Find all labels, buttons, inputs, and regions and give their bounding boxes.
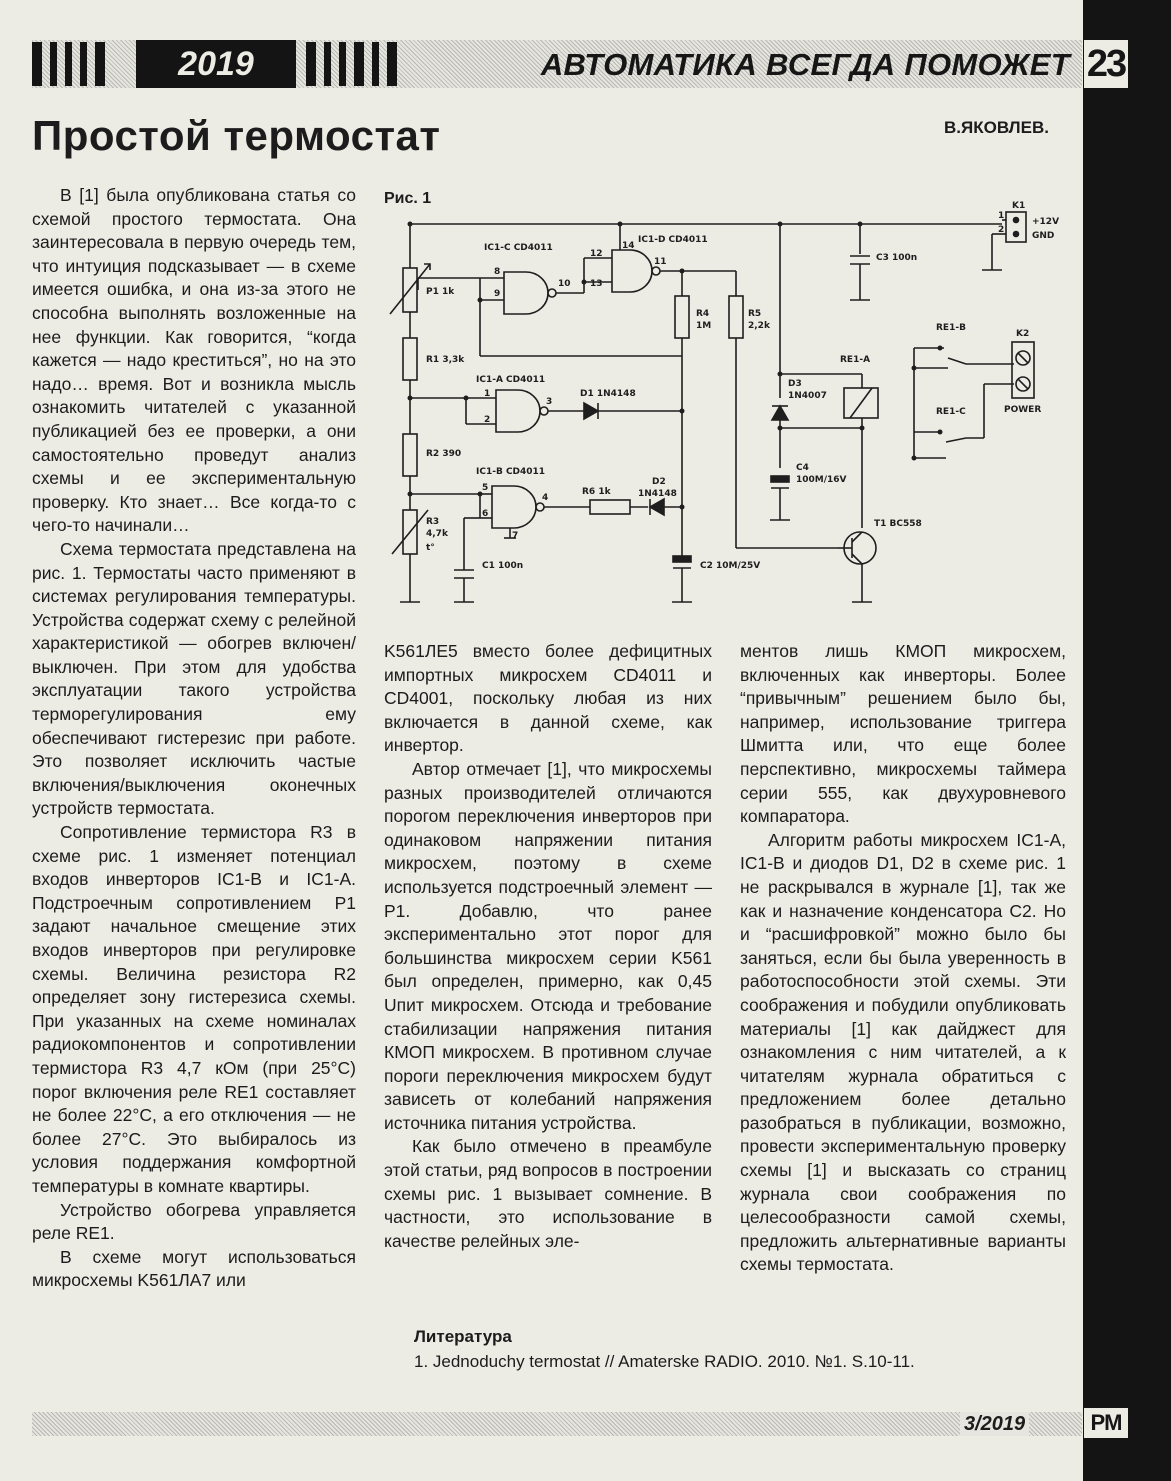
label-d2-value: 1N4148 — [638, 489, 677, 499]
header-bars-right — [306, 40, 397, 88]
pin-k1-1: 1 — [998, 211, 1005, 221]
page-number: 23 — [1084, 40, 1128, 88]
footer-issue: 3/2019 — [960, 1412, 1029, 1436]
label-r1: R1 3,3k — [426, 355, 465, 365]
paragraph: Алгоритм работы микросхем IC1-A, IC1-B и диодов D1, D2 в схеме рис. 1 не раскрывался в журнале [1], так же как и назначение конденсатора C2. Но и “расшифровкой” можно было бы заняться, если бы была уверенность в работоспособности этой схемы. Эти соображения и побудили опубликовать материалы [1] как дайджест для ознакомления с ним читателей, а к читателям журнала обратиться с предложением более детально разобраться в публикации, возможно, провести экспериментальную проверку схемы [1] и высказать со страниц журнала свои соображения по целесообразности самой схемы, предложить альтернативные варианты схемы термостата. — [740, 829, 1066, 1275]
label-r5: R5 — [748, 309, 762, 319]
label-re1b: RE1-B — [936, 323, 966, 333]
pin-14: 14 — [622, 241, 635, 251]
pin-10: 10 — [558, 279, 571, 289]
label-r3: R3 — [426, 517, 440, 527]
label-k1-gnd: GND — [1032, 231, 1055, 241]
label-d3: D3 — [788, 379, 802, 389]
label-re1c: RE1-C — [936, 407, 966, 417]
pin-12: 12 — [590, 249, 603, 259]
paragraph: K561ЛЕ5 вместо более дефицитных импортных микросхем CD4011 и CD4001, поскольку любая из них включается в данной схеме, как инвертор. — [384, 641, 712, 756]
label-power: POWER — [1004, 405, 1042, 415]
paragraph: Сопротивление термистора R3 в схеме рис. 1 изменяет потенциал входов инверторов IC1-B и IC1-A. Подстроечным сопротивлением P1 задают начальное смещение этих входов инверторов при регулировке схемы. Величина резистора R2 определяет зону гистерезиса схемы. При указанных на схеме номиналах радиокомпонентов и сопротивлении термистора R3 4,7 кОм (при 25°С) порог включения реле RE1 составляет не более 22°С, а его отключения — не более 27°С. Это выбиралось из условия поддержания комфортной температуры в комнате квартиры. — [32, 822, 356, 1196]
pin-9: 9 — [494, 289, 501, 299]
header-year: 2019 — [136, 40, 296, 88]
circuit-schematic — [384, 198, 1074, 608]
label-c3: C3 100n — [876, 253, 918, 263]
header-bars-left — [32, 40, 105, 88]
label-d2: D2 — [652, 477, 666, 487]
page-edge-bar — [1083, 0, 1171, 1481]
label-p1: P1 1k — [426, 287, 455, 297]
label-c2: C2 10M/25V — [700, 561, 761, 571]
pin-3: 3 — [546, 397, 553, 407]
label-c4: C4 — [796, 463, 809, 473]
paragraph: В [1] была опубликована статья со схемой простого термостата. Она заинтересовала в первую очередь тем, что интуиция подсказывает — в схеме имеется ошибка, и она из-за этого не способна выполнять возложенные на нее функции. Как говорится, “когда кажется — надо креститься”, но на это надо… время. Вот и возникла мысль ознакомить читателей с указанной публикацией без ее проверки, а они самостоятельно проведут анализ схемы и ее экспериментальную проверку. Кто знает… Все когда-то с чего-то начинали… — [32, 185, 356, 536]
label-r3-thermistor: t° — [426, 543, 435, 553]
pin-1: 1 — [484, 389, 491, 399]
pin-5: 5 — [482, 483, 489, 493]
pin-8: 8 — [494, 267, 501, 277]
article-author: В.ЯКОВЛЕВ. — [944, 118, 1049, 137]
label-ic1d: IC1-D CD4011 — [638, 235, 708, 245]
label-ic1b: IC1-B CD4011 — [476, 467, 546, 477]
label-r3-value: 4,7k — [426, 529, 448, 539]
pin-6: 6 — [482, 509, 489, 519]
label-d1: D1 1N4148 — [580, 389, 636, 399]
label-ic1a: IC1-A CD4011 — [476, 375, 546, 385]
label-c4-value: 100M/16V — [796, 475, 847, 485]
article-title: Простой термостат — [32, 112, 441, 159]
paragraph: Автор отмечает [1], что микросхемы разных производителей отличаются порогом переключения инверторов при одинаковом напряжении питания микросхем, поэтому в схеме используется подстроечный элемент — P1. Добавлю, что ранее экспериментально этот порог для большинства микросхем серии K561 был определен, примерно, как 0,45 Uпит микросхем. Отсюда и требование стабилизации напряжения питания КМОП микросхем. В противном случае пороги переключения микросхем будут зависеть от колебаний напряжения источника питания устройства. — [384, 758, 712, 1133]
label-k2: K2 — [1016, 329, 1030, 339]
pin-4: 4 — [542, 493, 549, 503]
label-c1: C1 100n — [482, 561, 524, 571]
pin-2: 2 — [484, 415, 491, 425]
pin-11: 11 — [654, 257, 667, 267]
footer-band — [32, 1412, 1082, 1436]
paragraph: Как было отмечено в преамбуле этой статьи, ряд вопросов в построении схемы рис. 1 вызывает сомнение. В частности, это использование в качестве релейных эле- — [384, 1136, 712, 1251]
label-r4: R4 — [696, 309, 710, 319]
pin-13: 13 — [590, 279, 603, 289]
label-r6: R6 1k — [582, 487, 611, 497]
section-title: АВТОМАТИКА ВСЕГДА ПОМОЖЕТ — [540, 47, 1070, 82]
column-1 — [32, 184, 356, 1293]
pin-k1-2: 2 — [998, 225, 1005, 235]
literature-title: Литература — [414, 1327, 512, 1346]
column-3 — [740, 640, 1066, 1277]
label-r2: R2 390 — [426, 449, 462, 459]
literature-item: 1. Jednoduchy termostat // Amaterske RADIO. 2010. №1. S.10-11. — [414, 1352, 915, 1371]
label-t1: T1 BC558 — [874, 519, 922, 529]
label-k1-12v: +12V — [1032, 217, 1060, 227]
figure-label: Рис. 1 — [384, 190, 432, 207]
paragraph: В схеме могут использоваться микросхемы K561ЛА7 или — [32, 1246, 356, 1291]
column-2 — [384, 640, 712, 1253]
magazine-mark: PM — [1084, 1408, 1128, 1438]
paragraph: Схема термостата представлена на рис. 1. Термостаты часто применяют в системах регулирования температуры. Устройства содержат схему с релейной характеристикой — обогрев включен/выключен. При этом для удобства эксплуатации такого устройства терморегулирования ему обеспечивают гистерезис при работе. Это позволяет исключить частые включения/выключения оконечных устройств термостата. — [32, 538, 356, 819]
paragraph: ментов лишь КМОП микросхем, включенных как инверторы. Более “привычным” решением было бы, например, использование триггера Шмитта или, что еще более перспективно, микросхемы таймера серии 555, как двухуровневого компаратора. — [740, 641, 1066, 827]
label-k1: K1 — [1012, 201, 1026, 211]
label-r4-value: 1M — [696, 321, 712, 331]
label-r5-value: 2,2k — [748, 321, 770, 331]
label-ic1c: IC1-C CD4011 — [484, 243, 553, 253]
pin-7: 7 — [512, 531, 519, 541]
label-d3-value: 1N4007 — [788, 391, 827, 401]
label-re1a: RE1-A — [840, 355, 871, 365]
paragraph: Устройство обогрева управляется реле RE1. — [32, 1199, 356, 1244]
